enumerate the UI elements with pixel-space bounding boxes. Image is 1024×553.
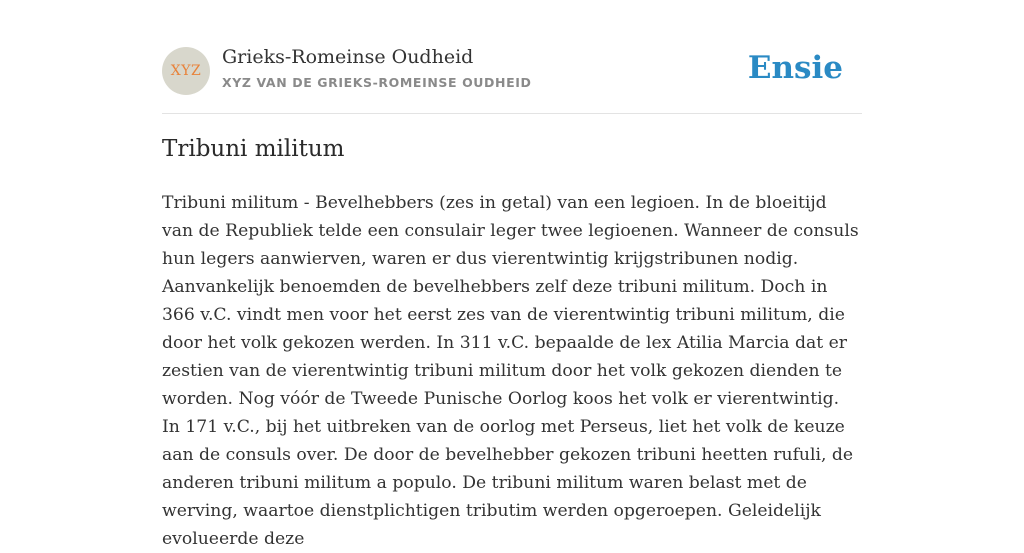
article-body: Tribuni militum - Bevelhebbers (zes in getal) van een legioen. In de bloeitijd van de Republiek telde een consulair leger twee legioenen. Wanneer de consuls hun legers aanwierven, waren er dus vierentwintig krijgstribunen nodig. Aanvankelijk benoemden de bevelhebbers zelf deze tribuni militum. Doch in 366 v.C. vindt men voor het eerst zes van de vierentwintig tribuni militum, die door het volk gekozen werden. In 311 v.C. bepaalde de lex Atilia Marcia dat er zestien van de vierentwintig tribuni militum door het volk gekozen dienden te worden. Nog vóór de Tweede Punische Oorlog koos het volk er vierentwintig. In 171 v.C., bij het uitbreken van de oorlog met Perseus, liet het volk de keuze aan de consuls over. De door de bevelhebber gekozen tribuni heetten rufuli, de anderen tribuni militum a populo. De tribuni militum waren belast met de werving, waartoe dienstplichtigen tributim werden opgeroepen. Geleidelijk evolueerde deze bbox=[162, 193, 859, 549]
article-title: Tribuni militum bbox=[162, 136, 345, 162]
header-divider bbox=[162, 113, 862, 114]
source-subtitle[interactable]: XYZ VAN DE GRIEKS-ROMEINSE OUDHEID bbox=[222, 75, 532, 90]
brand-logo-link[interactable]: Ensie bbox=[747, 50, 843, 86]
avatar-text: XYZ bbox=[170, 63, 202, 79]
source-avatar[interactable] bbox=[162, 47, 210, 95]
source-header bbox=[162, 44, 862, 100]
source-title[interactable]: Grieks-Romeinse Oudheid bbox=[222, 46, 474, 68]
